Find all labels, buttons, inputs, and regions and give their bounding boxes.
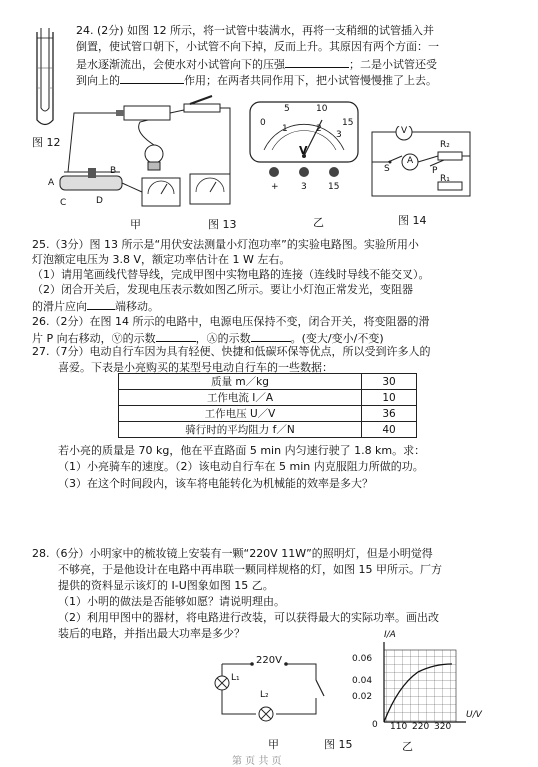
q26-line-1: 26.（2分）在图 14 所示的电路中，电源电压保持不变，闭合开关，将变阻器的滑	[32, 315, 430, 328]
table-cell-name: 骑行时的平均阻力 f／N	[119, 422, 362, 438]
fig13-label-b: B	[110, 166, 117, 176]
q27-line-2: 喜爱。下表是小亮购买的某型号电动自行车的一些数据：	[58, 361, 333, 374]
fig13-yi-inner-1: 1	[282, 124, 288, 134]
fig15-y-tick-002: 0.02	[352, 692, 373, 702]
fig13-caption: 图 13	[208, 218, 237, 231]
q25-line-4: （2）闭合开关后，发现电压表示数如图乙所示。要让小灯泡正常发光，变阻器	[32, 283, 413, 296]
table-row	[119, 406, 417, 422]
fig15-caption: 图 15	[324, 738, 353, 751]
q27-line-1: 27.（7分）电动自行车因为具有轻便、快捷和低碳环保等优点，所以受到许多人的	[32, 345, 431, 358]
fig15-l2: L₂	[260, 690, 269, 700]
fig13-label-c: C	[60, 198, 67, 208]
fig15-x-tick-220: 220	[412, 722, 430, 732]
fig14-a: A	[407, 156, 414, 166]
q27-line-5: （3）在这个时间段内，该车将电能转化为机械能的效率是多大？	[58, 477, 373, 490]
fig15-l1: L₁	[231, 673, 240, 683]
fig13-yi-tick-5: 5	[284, 104, 290, 114]
fig13-jia-circuit	[44, 92, 240, 214]
fig14-caption: 图 14	[398, 214, 427, 227]
fig15-jia-label: 甲	[268, 738, 279, 751]
q28-line-1: 28.（6分）小明家中的梳妆镜上安装有一颗“220V 11W”的照明灯，但是小明觉得	[32, 547, 433, 560]
table-row	[119, 374, 417, 390]
q27-line-4: （1）小亮骑车的速度。（2）该电动自行车在 5 min 内克服阻力所做的功。	[58, 460, 424, 473]
fig14-s: S	[384, 164, 390, 174]
q25-line5-text-b: 端移动。	[115, 300, 159, 313]
fig14-r2: R₂	[440, 140, 450, 150]
fig12-label: 图 12	[32, 136, 61, 149]
table-cell-value: 36	[362, 406, 417, 422]
q28-line-3: 提供的资料显示该灯的 I-U图象如图 15 乙。	[58, 579, 274, 592]
fig15-y-label: I/A	[384, 630, 396, 640]
q28-line-2: 不够亮，于是他设计在电路中再串联一颗同样规格的灯，如图 15 甲所示。厂方	[58, 563, 442, 576]
fig13-yi-inner-3: 3	[336, 130, 342, 140]
fig15-x-tick-320: 320	[434, 722, 452, 732]
q24-line3-text-a: 是水逐渐流出，会使水对小试管向下的压强	[76, 58, 285, 71]
fig13-label-d: D	[96, 196, 103, 206]
q26-line2-text-a: 片 P 向右移动，Ⓥ的示数	[32, 332, 156, 345]
table-cell-name: 工作电流 I／A	[119, 390, 362, 406]
fig13-yi-unit: V	[299, 144, 308, 157]
fig15-voltage: 220V	[256, 655, 282, 666]
q28-line-6: 装后的电路，并指出最大功率是多少？	[58, 627, 245, 640]
fig15-x-label: U/V	[466, 710, 482, 720]
table-row	[119, 422, 417, 438]
fig14-circuit	[368, 126, 474, 200]
fig15-origin: 0	[372, 720, 378, 730]
table-cell-name: 质量 m／kg	[119, 374, 362, 390]
q24-line3-text-b: ；二是小试管还受	[349, 58, 437, 71]
q25-blank-direction[interactable]	[87, 298, 115, 310]
q25-line5-text-a: 的滑片应向	[32, 300, 87, 313]
fig15-yi-graph	[378, 640, 470, 732]
q26-line2-text-b: ，Ⓐ的示数	[195, 332, 251, 345]
q24-blank-force[interactable]	[120, 72, 184, 84]
fig14-v: V	[401, 126, 408, 136]
q27-line-3: 若小亮的质量是 70 kg，他在平直路面 5 min 内匀速行驶了 1.8 km。求：	[58, 444, 426, 457]
q24-line-4	[76, 72, 437, 88]
q25-line-2: 灯泡额定电压为 3.8 V，额定功率估计在 1 W 左右。	[32, 253, 291, 266]
q28-line-5: （2）利用甲图中的器材，将电路进行改装，可以获得最大的实际功率。画出改	[58, 611, 439, 624]
q24-blank-pressure[interactable]	[285, 56, 349, 68]
q25-line-1: 25.（3分）图 13 所示是“用伏安法测量小灯泡功率”的实验电路图。实验所用小	[32, 238, 419, 251]
q27-spec-table	[118, 373, 417, 438]
fig15-y-tick-006: 0.06	[352, 654, 373, 664]
fig15-x-tick-110: 110	[390, 722, 408, 732]
q28-line-4: （1）小明的做法是否能够如愿？请说明理由。	[58, 595, 285, 608]
table-cell-value: 10	[362, 390, 417, 406]
q26-blank-v[interactable]	[156, 330, 196, 342]
q26-line-2	[32, 330, 384, 346]
q24-line-1: 24. (2分) 如图 12 所示，将一试管中装满水，再将一支稍细的试管插入并	[76, 24, 435, 37]
q25-line-3: （1）请用笔画线代替导线，完成甲图中实物电路的连接（连线时导线不能交叉）。	[32, 268, 430, 281]
q25-line-5	[32, 298, 159, 314]
fig15-y-tick-004: 0.04	[352, 676, 373, 686]
fig13-yi-terminal-plus: +	[271, 182, 279, 192]
fig13-yi-tick-15: 15	[342, 118, 354, 128]
fig13-yi-terminal-15: 15	[328, 182, 340, 192]
fig13-yi-label: 乙	[313, 216, 324, 229]
table-row	[119, 390, 417, 406]
q24-line4-text-b: 作用；在两者共同作用下，把小试管慢慢推了上去。	[184, 74, 437, 87]
q24-line4-text-a: 到向上的	[76, 74, 120, 87]
fig13-jia-label: 甲	[130, 218, 141, 231]
q26-blank-a[interactable]	[251, 330, 291, 342]
table-cell-value: 40	[362, 422, 417, 438]
table-cell-name: 工作电压 U／V	[119, 406, 362, 422]
page-footer: 第 页 共 页	[232, 756, 282, 767]
fig14-r1: R₁	[440, 174, 450, 184]
fig13-yi-inner-2: 2	[316, 124, 322, 134]
q24-line-2: 倒置，使试管口朝下，小试管不向下掉，反而上升。其原因有两个方面：一	[76, 40, 439, 53]
fig14-p: P	[432, 166, 438, 176]
q24-line-3	[76, 56, 437, 72]
fig13-yi-tick-0: 0	[260, 118, 266, 128]
q26-line2-text-c: 。(变大/变小/不变)	[290, 332, 384, 345]
table-cell-value: 30	[362, 374, 417, 390]
fig13-yi-terminal-3: 3	[301, 182, 307, 192]
fig15-yi-label: 乙	[402, 740, 413, 753]
fig13-yi-tick-10: 10	[316, 104, 328, 114]
fig13-label-a: A	[48, 178, 55, 188]
